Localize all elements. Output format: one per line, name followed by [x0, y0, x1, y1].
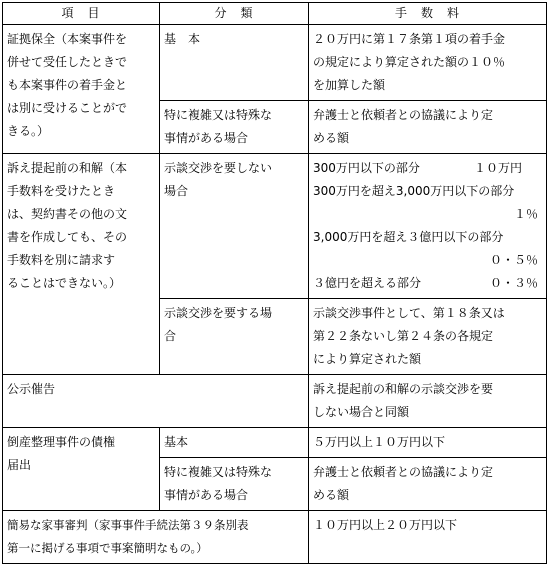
row-category: 基 本 [160, 25, 309, 101]
row-category: 特に複雑又は特殊な 事情がある場合 [160, 458, 309, 511]
fee-line-label: ３億円を超える部分 [313, 276, 422, 290]
fee-line-value: １％ [513, 207, 538, 221]
row-item: 訴え提起前の和解（本 手数料を受けたとき は、契約書その他の文 書を作成しても、その 手数料を別に請求す ることはできない。） [3, 154, 160, 375]
row-category: 示談交渉を要しない 場合 [160, 154, 309, 299]
fee-table [2, 2, 547, 564]
fee-line-label: 300万円を超え3,000万円以下の部分 [313, 184, 515, 198]
header-item: 項 目 [3, 3, 160, 25]
header-category: 分 類 [160, 3, 309, 25]
row-fee: 弁護士と依頼者との協議により定 める額 [309, 458, 547, 511]
table-header-row [3, 3, 547, 25]
row-fee: 訴え提起前の和解の示談交渉を要 しない場合と同額 [309, 375, 547, 428]
fee-line-label: 3,000万円を超え３億円以下の部分 [313, 230, 504, 244]
fee-line-value: ０・３％ [489, 276, 538, 290]
fee-line [313, 272, 538, 295]
row-category: 特に複雑又は特殊な 事情がある場合 [160, 101, 309, 154]
row-fee-schedule [309, 154, 547, 299]
fee-line [313, 226, 538, 249]
fee-line-value: １０万円 [473, 161, 522, 175]
table-row [3, 428, 547, 458]
row-fee: 示談交渉事件として、第１８条又は 第２２条ないし第２４条の各規定 により算定された額 [309, 299, 547, 375]
row-category: 基本 [160, 428, 309, 458]
fee-line-value: ０・５％ [489, 253, 538, 267]
row-fee: ２０万円に第１７条第１項の着手金 の規定により算定された額の１０％ を加算した額 [309, 25, 547, 101]
table-row [3, 25, 547, 101]
header-fee: 手 数 料 [309, 3, 547, 25]
row-item: 倒産整理事件の債権 届出 [3, 428, 160, 511]
table-row [3, 154, 547, 299]
fee-line [313, 180, 538, 203]
fee-line [313, 157, 538, 180]
fee-line-label: 300万円以下の部分 [313, 161, 420, 175]
row-fee: 弁護士と依頼者との協議により定 める額 [309, 101, 547, 154]
row-category: 示談交渉を要する場 合 [160, 299, 309, 375]
table-row [3, 511, 547, 564]
row-fee: １０万円以上２０万円以下 [309, 511, 547, 564]
row-fee: ５万円以上１０万円以下 [309, 428, 547, 458]
row-item: 証拠保全（本案事件を 併せて受任したときで も本案事件の着手金と は別に受けることがで きる。） [3, 25, 160, 154]
row-item: 簡易な家事審判（家事事件手続法第３９条別表 第一に掲げる事項で事案簡明なもの。） [3, 511, 309, 564]
table-row [3, 375, 547, 428]
row-item: 公示催告 [3, 375, 309, 428]
